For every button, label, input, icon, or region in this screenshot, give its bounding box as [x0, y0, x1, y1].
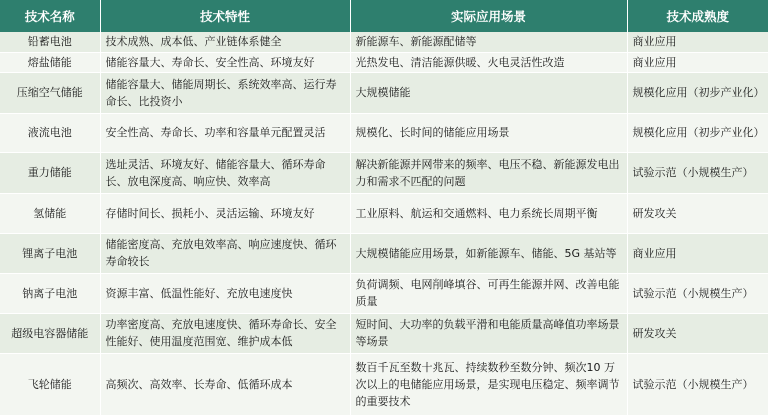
features-cell: 资源丰富、低温性能好、充放电速度快 — [100, 273, 350, 313]
header-tech-features: 技术特性 — [100, 0, 350, 32]
scenario-cell: 新能源车、新能源配储等 — [350, 32, 627, 52]
features-cell: 存储时间长、损耗小、灵活运输、环境友好 — [100, 193, 350, 233]
tech-name-cell: 钠离子电池 — [0, 273, 100, 313]
maturity-cell: 研发攻关 — [627, 193, 768, 233]
maturity-cell: 研发攻关 — [627, 313, 768, 353]
table-row — [0, 193, 768, 233]
scenario-cell: 工业原料、航运和交通燃料、电力系统长周期平衡 — [350, 193, 627, 233]
table-row — [0, 52, 768, 72]
scenario-cell: 大规模储能应用场景，如新能源车、储能、5G 基站等 — [350, 233, 627, 273]
maturity-cell: 规模化应用（初步产业化） — [627, 72, 768, 113]
features-cell: 技术成熟、成本低、产业链体系健全 — [100, 32, 350, 52]
maturity-cell: 规模化应用（初步产业化） — [627, 113, 768, 152]
tech-name-cell: 熔盐储能 — [0, 52, 100, 72]
tech-name-cell: 超级电容器储能 — [0, 313, 100, 353]
scenario-cell: 大规模储能 — [350, 72, 627, 113]
maturity-cell: 试验示范（小规模生产） — [627, 353, 768, 415]
maturity-cell: 试验示范（小规模生产） — [627, 152, 768, 193]
maturity-cell: 商业应用 — [627, 52, 768, 72]
tech-name-cell: 铅蓄电池 — [0, 32, 100, 52]
tech-name-cell: 重力储能 — [0, 152, 100, 193]
header-maturity: 技术成熟度 — [627, 0, 768, 32]
features-cell: 高频次、高效率、长寿命、低循环成本 — [100, 353, 350, 415]
features-cell: 功率密度高、充放电速度快、循环寿命长、安全性能好、使用温度范围宽、维护成本低 — [100, 313, 350, 353]
features-cell: 安全性高、寿命长、功率和容量单元配置灵活 — [100, 113, 350, 152]
features-cell: 选址灵活、环境友好、储能容量大、循环寿命长、放电深度高、响应快、效率高 — [100, 152, 350, 193]
scenario-cell: 解决新能源并网带来的频率、电压不稳、新能源发电出力和需求不匹配的问题 — [350, 152, 627, 193]
table-row — [0, 273, 768, 313]
scenario-cell: 数百千瓦至数十兆瓦、持续数秒至数分钟、频次10 万次以上的电储能应用场景，是实现电压稳定、频率调节的重要技术 — [350, 353, 627, 415]
header-row — [0, 0, 768, 32]
maturity-cell: 商业应用 — [627, 32, 768, 52]
tech-name-cell: 飞轮储能 — [0, 353, 100, 415]
header-tech-name: 技术名称 — [0, 0, 100, 32]
scenario-cell: 负荷调频、电网削峰填谷、可再生能源并网、改善电能质量 — [350, 273, 627, 313]
header-scenarios: 实际应用场景 — [350, 0, 627, 32]
tech-name-cell: 锂离子电池 — [0, 233, 100, 273]
scenario-cell: 短时间、大功率的负载平滑和电能质量高峰值功率场景等场景 — [350, 313, 627, 353]
table-row — [0, 233, 768, 273]
table-row — [0, 152, 768, 193]
table-row — [0, 313, 768, 353]
features-cell: 储能容量大、寿命长、安全性高、环境友好 — [100, 52, 350, 72]
scenario-cell: 规模化、长时间的储能应用场景 — [350, 113, 627, 152]
table-row — [0, 72, 768, 113]
table-row — [0, 113, 768, 152]
features-cell: 储能容量大、储能周期长、系统效率高、运行寿命长、比投资小 — [100, 72, 350, 113]
tech-name-cell: 液流电池 — [0, 113, 100, 152]
tech-name-cell: 压缩空气储能 — [0, 72, 100, 113]
features-cell: 储能密度高、充放电效率高、响应速度快、循环寿命较长 — [100, 233, 350, 273]
maturity-cell: 商业应用 — [627, 233, 768, 273]
maturity-cell: 试验示范（小规模生产） — [627, 273, 768, 313]
tech-name-cell: 氢储能 — [0, 193, 100, 233]
scenario-cell: 光热发电、清洁能源供暖、火电灵活性改造 — [350, 52, 627, 72]
table-row — [0, 353, 768, 415]
table-row — [0, 32, 768, 52]
